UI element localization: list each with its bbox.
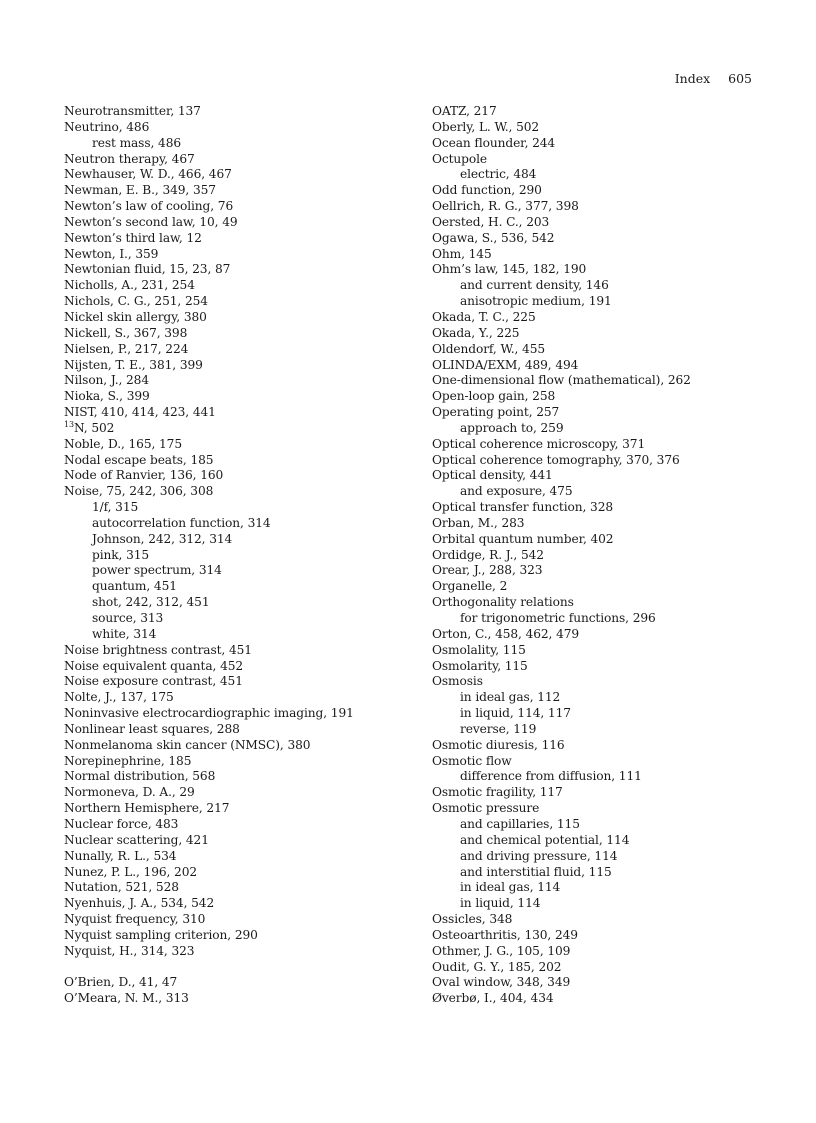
index-entry-text: Newhauser, W. D., 466, 467 [64, 167, 232, 182]
index-entry [432, 738, 772, 754]
index-entry [64, 215, 404, 231]
index-entry-text: Norepinephrine, 185 [64, 753, 192, 768]
index-entry-text: Osmotic diuresis, 116 [432, 737, 565, 752]
index-entry-text: Nijsten, T. E., 381, 399 [64, 357, 203, 372]
index-entry-text: Nielsen, P., 217, 224 [64, 341, 189, 356]
section-gap [64, 960, 404, 976]
index-entry-text: anisotropic medium, 191 [460, 294, 612, 309]
index-entry-text: Osteoarthritis, 130, 249 [432, 927, 578, 942]
index-entry [432, 563, 772, 579]
index-entry [432, 643, 772, 659]
index-entry [64, 453, 404, 469]
index-entry-text: Newton, I., 359 [64, 246, 159, 261]
index-subentry [432, 817, 772, 833]
index-entry-text: Nickell, S., 367, 398 [64, 325, 188, 340]
index-entry-text: Ordidge, R. J., 542 [432, 547, 544, 562]
index-entry-text: Noble, D., 165, 175 [64, 436, 182, 451]
index-entry [64, 199, 404, 215]
index-entry [64, 912, 404, 928]
index-entry-text: Nunez, P. L., 196, 202 [64, 864, 198, 879]
index-entry [64, 294, 404, 310]
index-entry [432, 960, 772, 976]
index-subentry [432, 421, 772, 437]
index-entry [432, 262, 772, 278]
index-entry-text: and interstitial fluid, 115 [460, 864, 612, 879]
index-entry [64, 817, 404, 833]
index-entry-text: Newman, E. B., 349, 357 [64, 183, 216, 198]
index-entry-text: Organelle, 2 [432, 579, 508, 594]
index-entry-text: Neutrino, 486 [64, 119, 150, 134]
index-entry [64, 690, 404, 706]
index-entry-text: Ohm, 145 [432, 246, 492, 261]
index-entry-text: in liquid, 114 [460, 896, 541, 911]
index-entry-text: Nonlinear least squares, 288 [64, 721, 240, 736]
index-entry-text: approach to, 259 [460, 420, 564, 435]
index-entry-text: and current density, 146 [460, 278, 609, 293]
index-subentry [64, 579, 404, 595]
index-entry [64, 152, 404, 168]
index-entry-text: Nioka, S., 399 [64, 389, 150, 404]
index-entry-text: rest mass, 486 [92, 135, 182, 150]
index-entry-text: Newton’s second law, 10, 49 [64, 214, 238, 229]
index-entry-text: Øverbø, I., 404, 434 [432, 991, 554, 1006]
index-entry-text: Nonmelanoma skin cancer (NMSC), 380 [64, 737, 311, 752]
index-entry-text: O’Meara, N. M., 313 [64, 991, 189, 1006]
index-entry-text: Oersted, H. C., 203 [432, 214, 550, 229]
index-entry-text: difference from diffusion, 111 [460, 769, 642, 784]
index-entry-text: in ideal gas, 112 [460, 690, 561, 705]
index-entry-text: Ocean flounder, 244 [432, 135, 556, 150]
index-column-left [64, 104, 404, 1007]
index-entry [432, 674, 772, 690]
index-entry-text: Othmer, J. G., 105, 109 [432, 943, 571, 958]
index-entry-text: Orthogonality relations [432, 595, 574, 610]
index-entry [432, 500, 772, 516]
index-entry-text: Orban, M., 283 [432, 515, 525, 530]
index-entry-text: Newtonian fluid, 15, 23, 87 [64, 262, 231, 277]
index-subentry [64, 611, 404, 627]
index-entry [432, 183, 772, 199]
index-entry-text: source, 313 [92, 611, 164, 625]
index-entry-text: Northern Hemisphere, 217 [64, 801, 230, 816]
index-entry-text: Optical coherence microscopy, 371 [432, 436, 646, 451]
index-entry-text: in ideal gas, 114 [460, 880, 561, 895]
index-entry-text: One-dimensional flow (mathematical), 262 [432, 373, 691, 388]
index-subentry [64, 627, 404, 643]
index-entry [64, 120, 404, 136]
index-entry-text: Osmolality, 115 [432, 642, 526, 657]
index-entry-text: Noise equivalent quanta, 452 [64, 658, 244, 673]
index-entry-text: Okada, T. C., 225 [432, 309, 536, 324]
index-entry-text: and driving pressure, 114 [460, 848, 618, 863]
index-entry [64, 991, 404, 1007]
index-entry [64, 437, 404, 453]
index-entry [432, 152, 772, 168]
index-entry [432, 104, 772, 120]
index-subentry [64, 563, 404, 579]
index-entry-text: Ohm’s law, 145, 182, 190 [432, 262, 587, 277]
index-entry-text: power spectrum, 314 [92, 563, 222, 578]
index-entry-text: Nuclear scattering, 421 [64, 832, 209, 847]
index-entry [64, 421, 404, 437]
index-entry-text: Nunally, R. L., 534 [64, 848, 177, 863]
index-entry-text: Osmolarity, 115 [432, 658, 528, 673]
index-entry [432, 991, 772, 1007]
index-entry-text: shot, 242, 312, 451 [92, 595, 210, 610]
index-subentry [432, 611, 772, 627]
index-entry-text: Orbital quantum number, 402 [432, 531, 614, 546]
index-entry-text: reverse, 119 [460, 721, 537, 736]
index-subentry [432, 865, 772, 881]
index-entry [64, 278, 404, 294]
index-entry [64, 849, 404, 865]
page-number: 605 [728, 71, 752, 86]
index-entry [64, 706, 404, 722]
index-entry-text: Neutron therapy, 467 [64, 151, 195, 166]
index-entry-text: Osmotic pressure [432, 801, 540, 816]
index-entry-text: Newton’s third law, 12 [64, 230, 202, 245]
index-entry [432, 215, 772, 231]
index-entry-text: pink, 315 [92, 547, 150, 562]
index-entry [64, 104, 404, 120]
index-subentry [64, 532, 404, 548]
index-entry-text: Operating point, 257 [432, 405, 560, 420]
index-entry-text: Nilson, J., 284 [64, 373, 149, 388]
index-entry-text: Osmotic flow [432, 753, 512, 768]
running-head-title: Index [674, 71, 711, 86]
index-entry [64, 167, 404, 183]
index-entry [64, 801, 404, 817]
index-subentry [432, 484, 772, 500]
running-head [675, 71, 752, 86]
index-entry [432, 468, 772, 484]
index-entry-text: Open-loop gain, 258 [432, 389, 556, 404]
index-entry [64, 769, 404, 785]
index-subentry [64, 516, 404, 532]
index-entry [64, 389, 404, 405]
index-entry [64, 310, 404, 326]
index-entry-text: for trigonometric functions, 296 [460, 611, 656, 625]
index-entry-text: Oldendorf, W., 455 [432, 341, 546, 356]
index-entry-text: Osmotic fragility, 117 [432, 785, 563, 800]
index-entry-text: Normal distribution, 568 [64, 769, 216, 784]
index-subentry [64, 136, 404, 152]
index-entry [64, 944, 404, 960]
index-entry-text: autocorrelation function, 314 [92, 515, 271, 530]
index-subentry [64, 500, 404, 516]
index-entry-text: Nutation, 521, 528 [64, 880, 179, 895]
index-subentry [432, 896, 772, 912]
index-entry-text: Oberly, L. W., 502 [432, 119, 540, 134]
index-entry-text: Nichols, C. G., 251, 254 [64, 294, 208, 309]
index-entry-text: OATZ, 217 [432, 104, 497, 118]
index-entry-text: Optical density, 441 [432, 468, 553, 483]
index-entry [432, 754, 772, 770]
index-entry-text: electric, 484 [460, 167, 537, 182]
index-entry-text: Nyenhuis, J. A., 534, 542 [64, 896, 215, 911]
index-entry-text: Oudit, G. Y., 185, 202 [432, 959, 562, 974]
index-entry [432, 120, 772, 136]
index-entry [432, 548, 772, 564]
index-entry [64, 674, 404, 690]
index-entry [432, 405, 772, 421]
index-entry [432, 595, 772, 611]
index-entry-text: Nolte, J., 137, 175 [64, 690, 174, 705]
index-entry [64, 358, 404, 374]
index-entry-text: white, 314 [92, 626, 157, 641]
index-entry-text: in liquid, 114, 117 [460, 706, 571, 721]
index-entry [432, 342, 772, 358]
index-column-right [432, 104, 772, 1007]
index-entry-text: Odd function, 290 [432, 183, 542, 198]
index-entry-text: Noise, 75, 242, 306, 308 [64, 484, 214, 499]
index-subentry [432, 167, 772, 183]
index-entry-text: Oval window, 348, 349 [432, 975, 571, 990]
index-entry [64, 785, 404, 801]
index-entry [64, 754, 404, 770]
index-entry [64, 722, 404, 738]
index-entry-text: Optical coherence tomography, 370, 376 [432, 452, 680, 467]
index-entry [64, 865, 404, 881]
index-entry [432, 389, 772, 405]
index-entry [432, 785, 772, 801]
index-entry-text: Nyquist, H., 314, 323 [64, 943, 195, 958]
index-entry [64, 342, 404, 358]
index-entry-text: N, 502 [73, 420, 115, 435]
index-entry [432, 247, 772, 263]
index-entry-text: Nickel skin allergy, 380 [64, 309, 207, 324]
index-entry [64, 183, 404, 199]
index-entry-text: Newton’s law of cooling, 76 [64, 199, 234, 214]
index-entry-text: Nuclear force, 483 [64, 816, 179, 831]
index-entry [64, 247, 404, 263]
index-subentry [64, 595, 404, 611]
index-subentry [64, 548, 404, 564]
index-entry [432, 358, 772, 374]
index-entry [432, 373, 772, 389]
index-entry [64, 896, 404, 912]
index-entry [64, 231, 404, 247]
index-entry [432, 453, 772, 469]
index-subentry [432, 769, 772, 785]
index-entry [64, 405, 404, 421]
index-entry-text: Oellrich, R. G., 377, 398 [432, 199, 579, 214]
index-entry [432, 975, 772, 991]
index-entry-text: Optical transfer function, 328 [432, 500, 613, 515]
index-entry [432, 944, 772, 960]
index-entry [432, 532, 772, 548]
index-entry-text: Noninvasive electrocardiographic imaging, 191 [64, 706, 354, 721]
index-entry [64, 975, 404, 991]
index-entry-text: 1/f, 315 [92, 500, 139, 515]
index-entry [432, 516, 772, 532]
index-entry [64, 833, 404, 849]
index-entry-text: OLINDA/EXM, 489, 494 [432, 357, 579, 372]
index-entry-text: O’Brien, D., 41, 47 [64, 975, 178, 990]
index-entry-text: Nodal escape beats, 185 [64, 452, 214, 467]
index-subentry [432, 722, 772, 738]
index-entry [432, 326, 772, 342]
index-subentry [432, 880, 772, 896]
index-entry-text: Noise exposure contrast, 451 [64, 674, 243, 689]
index-entry-text: Ogawa, S., 536, 542 [432, 230, 555, 245]
index-entry [64, 643, 404, 659]
index-entry-text: Johnson, 242, 312, 314 [92, 531, 233, 546]
index-entry [64, 738, 404, 754]
index-subentry [432, 833, 772, 849]
index-entry [64, 262, 404, 278]
index-subentry [432, 690, 772, 706]
index-entry [64, 326, 404, 342]
index-entry [432, 231, 772, 247]
index-subentry [432, 278, 772, 294]
index-entry-text: Osmosis [432, 674, 483, 689]
index-entry [64, 880, 404, 896]
index-entry [432, 627, 772, 643]
index-entry [432, 659, 772, 675]
index-entry-text: quantum, 451 [92, 579, 177, 594]
index-subentry [432, 294, 772, 310]
index-entry-text: Octupole [432, 151, 488, 166]
index-entry-text: NIST, 410, 414, 423, 441 [64, 405, 216, 420]
index-entry [64, 484, 404, 500]
index-entry-text: Okada, Y., 225 [432, 325, 520, 340]
index-entry-text: Noise brightness contrast, 451 [64, 642, 252, 657]
index-entry-text: Nicholls, A., 231, 254 [64, 278, 195, 293]
index-entry [432, 310, 772, 326]
index-entry [64, 928, 404, 944]
index-subentry [432, 849, 772, 865]
index-entry [432, 437, 772, 453]
index-entry-text: and exposure, 475 [460, 484, 573, 499]
index-entry-text: and capillaries, 115 [460, 816, 580, 831]
index-entry [432, 199, 772, 215]
index-entry-text: Ossicles, 348 [432, 912, 513, 927]
index-subentry [432, 706, 772, 722]
index-entry [432, 136, 772, 152]
index-entry-text: Normoneva, D. A., 29 [64, 785, 195, 800]
index-entry [64, 659, 404, 675]
index-entry-text: and chemical potential, 114 [460, 832, 630, 847]
index-entry [432, 928, 772, 944]
index-entry [64, 468, 404, 484]
index-entry [432, 801, 772, 817]
index-entry [432, 579, 772, 595]
index-entry-text: Orear, J., 288, 323 [432, 563, 543, 578]
index-entry-text: Node of Ranvier, 136, 160 [64, 468, 224, 483]
index-entry [432, 912, 772, 928]
index-entry-text: Orton, C., 458, 462, 479 [432, 626, 580, 641]
superscript: 13 [64, 419, 74, 429]
index-entry-text: Nyquist frequency, 310 [64, 912, 206, 927]
index-entry-text: Nyquist sampling criterion, 290 [64, 927, 258, 942]
index-entry [64, 373, 404, 389]
index-entry-text: Neurotransmitter, 137 [64, 104, 201, 118]
